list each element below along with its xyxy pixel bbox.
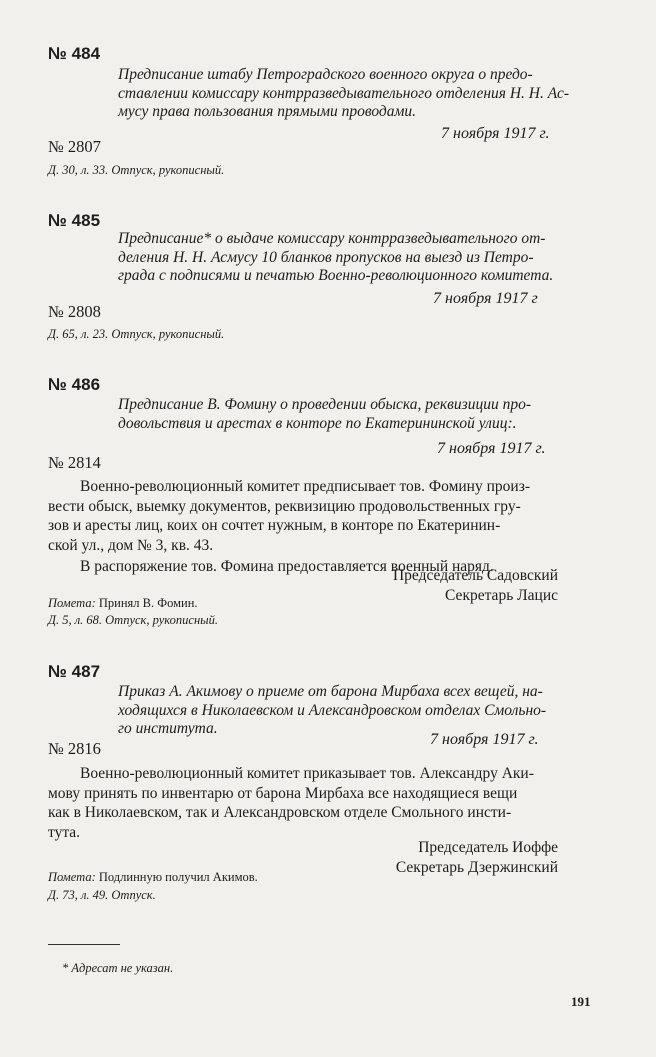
title-line: Предписание В. Фомину о проведении обыска, реквизиции про- xyxy=(118,396,531,413)
body-line: как в Николаевском, так и Александровском отделе Смольного инсти- xyxy=(48,804,512,821)
doc-date: 7 ноября 1917 г xyxy=(433,290,538,307)
body-line: Военно-революционный комитет приказывает тов. Александру Аки- xyxy=(80,765,534,782)
title-line: ставлении комиссару контрразведывательного отделения Н. Н. Ас- xyxy=(118,84,570,102)
source-reference: Д. 5, л. 68. Отпуск, рукописный. xyxy=(48,613,218,627)
source-reference: Д. 30, л. 33. Отпуск, рукописный. xyxy=(48,163,225,177)
note-label: Помета: xyxy=(48,596,96,610)
title-line: мусу права пользования прямыми проводами. xyxy=(118,103,417,120)
doc-number: № 486 xyxy=(48,375,101,394)
footnote-divider xyxy=(48,944,120,945)
title-line: Предписание штабу Петроградского военного округа о предо- xyxy=(118,66,533,83)
signature-line: Секретарь Дзержинский xyxy=(395,858,558,876)
body-line: Военно-революционный комитет предписывает тов. Фомину произ- xyxy=(80,478,530,495)
archive-number: № 2816 xyxy=(48,739,101,758)
source-reference: Д. 73, л. 49. Отпуск. xyxy=(48,888,156,902)
doc-body xyxy=(48,477,530,577)
body-line: тута. xyxy=(48,823,81,841)
doc-date: 7 ноября 1917 г. xyxy=(430,731,539,748)
title-line: го института. xyxy=(118,720,218,737)
archive-number: № 2808 xyxy=(48,302,101,321)
body-line: вести обыск, выемку документов, реквизицию продовольственных гру- xyxy=(48,497,521,515)
body-line: В распоряжение тов. Фомина предоставляется военный наряд. xyxy=(80,558,494,575)
annotation-note xyxy=(48,596,198,611)
doc-body xyxy=(48,764,534,842)
note-text: Подлинную получил Акимов. xyxy=(95,870,258,884)
doc-title xyxy=(118,230,553,286)
body-line: ской ул., дом № 3, кв. 43. xyxy=(48,536,214,554)
title-line: Приказ А. Акимову о приеме от барона Мирбаха всех вещей, на- xyxy=(118,683,543,700)
signature-line: Секретарь Лацис xyxy=(445,586,558,604)
note-text: Принял В. Фомин. xyxy=(95,596,198,610)
doc-title xyxy=(118,66,569,122)
note-label: Помета: xyxy=(48,870,96,884)
archive-number: № 2807 xyxy=(48,137,101,156)
signature-block xyxy=(396,838,558,877)
annotation-note xyxy=(48,870,258,885)
title-line: града с подписями и печатью Военно-революционного комитета. xyxy=(118,267,554,284)
signature-line: Председатель Садовский xyxy=(392,567,558,584)
title-line: ходящихся в Николаевском и Александровском отделах Смольно- xyxy=(118,701,547,719)
signature-block xyxy=(393,566,558,605)
doc-title xyxy=(118,396,531,433)
signature-line: Председатель Иоффе xyxy=(418,839,558,856)
doc-number: № 485 xyxy=(48,211,101,230)
source-reference: Д. 65, л. 23. Отпуск, рукописный. xyxy=(48,327,225,341)
doc-date: 7 ноября 1917 г. xyxy=(441,125,550,142)
footnote: * Адресат не указан. xyxy=(62,961,174,975)
doc-date: 7 ноября 1917 г. xyxy=(437,440,546,457)
body-line: зов и аресты лиц, коих он сочтет нужным, в конторе по Екатеринин- xyxy=(48,517,501,534)
page-number: 191 xyxy=(571,994,591,1009)
doc-number: № 487 xyxy=(48,662,101,681)
title-line: деления Н. Н. Асмусу 10 бланков пропусков на выезд из Петро- xyxy=(118,248,534,266)
doc-number: № 484 xyxy=(48,44,101,63)
title-line: довольствия и арестах в конторе по Екатерининской улиц:. xyxy=(118,414,517,432)
title-line: Предписание* о выдаче комиссару контрразведывательного от- xyxy=(118,230,546,247)
body-line: мову принять по инвентарю от барона Мирбаха все находящиеся вещи xyxy=(48,784,518,802)
archive-number: № 2814 xyxy=(48,453,101,472)
